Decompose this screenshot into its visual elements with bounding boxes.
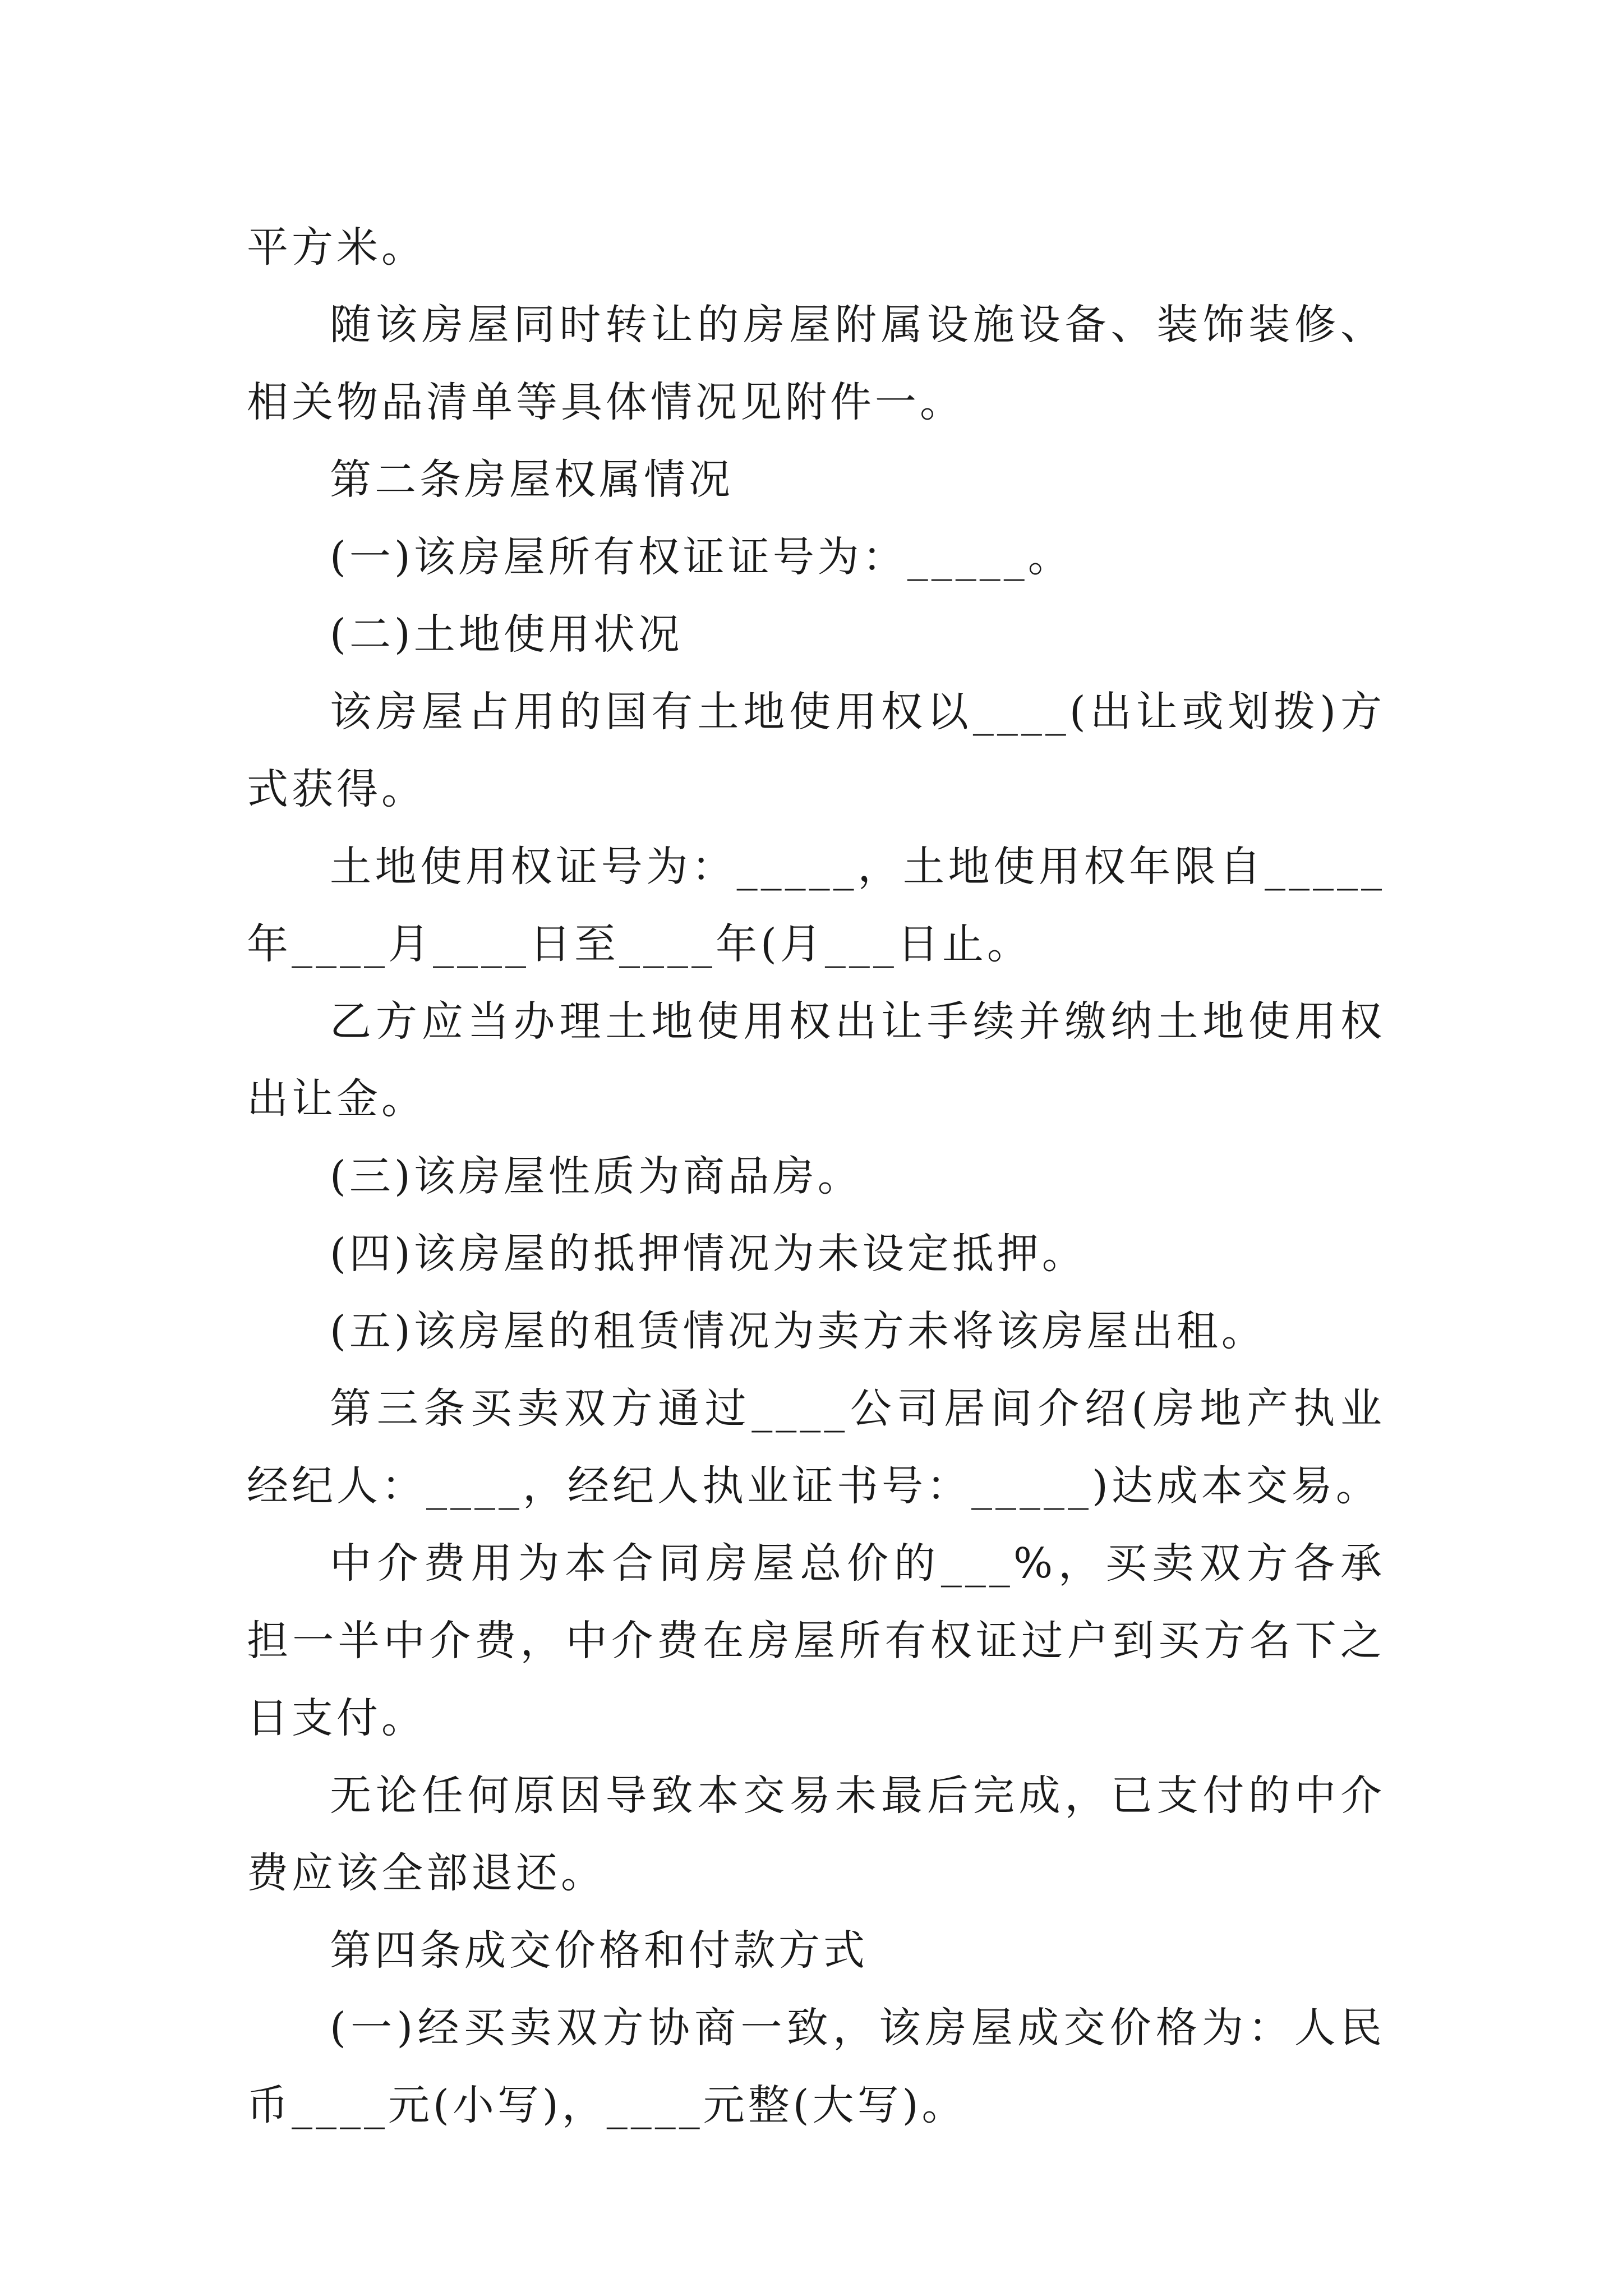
paragraph-property-nature: (三)该房屋性质为商品房。 (330, 1152, 863, 1200)
paragraph-continuation: 平方米。 (247, 223, 426, 272)
paragraph-land-use-heading: (二)土地使用状况 (330, 610, 683, 659)
section-heading-article-4: 第四条成交价格和付款方式 (330, 1926, 868, 1975)
paragraph-mortgage-status: (四)该房屋的抵押情况为未设定抵押。 (330, 1230, 1087, 1278)
document-body (247, 209, 1385, 2144)
paragraph-land-use-certificate: 土地使用权证号为：_____，土地使用权年限自_____年____月____日至____年(月___日止。 (247, 843, 1385, 968)
paragraph-ownership-certificate: (一)该房屋所有权证证号为：_____。 (330, 533, 1073, 581)
paragraph-land-transfer-fee: 乙方应当办理土地使用权出让手续并缴纳土地使用权出让金。 (247, 997, 1385, 1123)
section-heading-article-2: 第二条房屋权属情况 (330, 455, 734, 504)
paragraph-fee-refund: 无论任何原因导致本交易未最后完成，已支付的中介费应该全部退还。 (247, 1772, 1385, 1897)
paragraph-land-use-method: 该房屋占用的国有土地使用权以____(出让或划拨)方式获得。 (247, 688, 1385, 813)
section-heading-article-3: 第三条买卖双方通过____公司居间介绍(房地产执业经纪人：____，经纪人执业证书号：_____)达成本交易。 (247, 1384, 1385, 1510)
paragraph-lease-status: (五)该房屋的租赁情况为卖方未将该房屋出租。 (330, 1307, 1266, 1355)
paragraph-transaction-price: (一)经买卖双方协商一致，该房屋成交价格为：人民币____元(小写)，____元整(大写)。 (247, 2004, 1385, 2129)
paragraph-agency-fee: 中介费用为本合同房屋总价的___%，买卖双方各承担一半中介费，中介费在房屋所有权证过户到买方名下之日支付。 (247, 1539, 1385, 1742)
paragraph-attached-facilities: 随该房屋同时转让的房屋附属设施设备、装饰装修、相关物品清单等具体情况见附件一。 (247, 301, 1385, 426)
